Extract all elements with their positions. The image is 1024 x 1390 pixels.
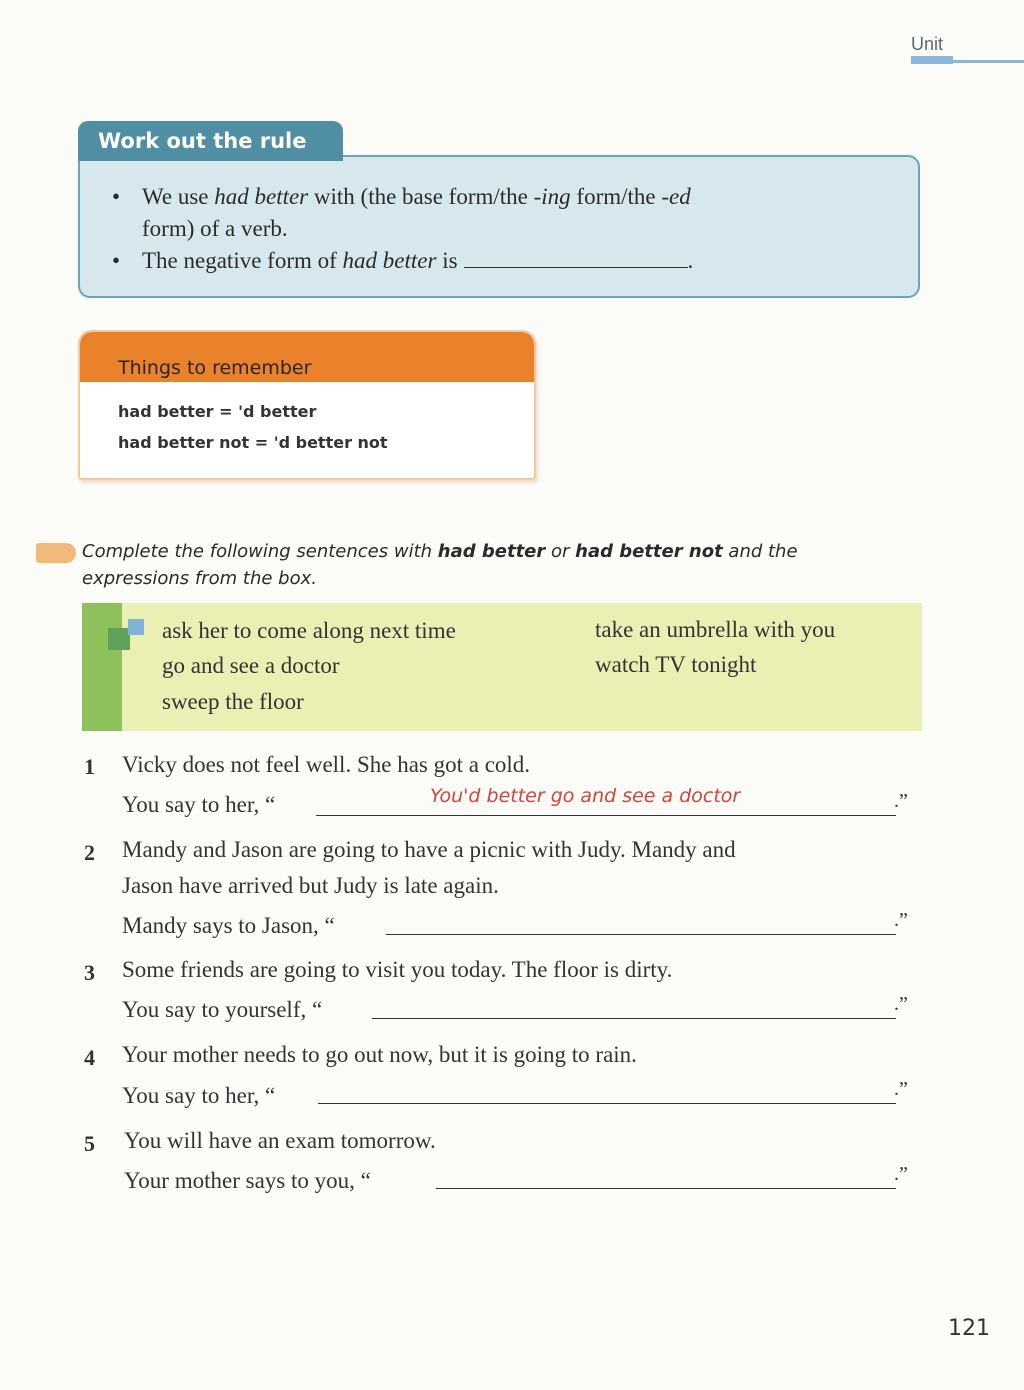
exercise-marker-icon	[36, 543, 76, 563]
expression-box-strip	[82, 603, 122, 731]
box-square-icon	[128, 619, 144, 635]
exercise-prompt: You say to yourself, “	[122, 997, 323, 1022]
exercise-text: Vicky does not feel well. She has got a cold.	[122, 752, 531, 777]
closing-quote: .”	[894, 1163, 908, 1185]
remember-title: Things to remember	[80, 332, 534, 382]
remember-box	[78, 330, 536, 480]
answer-blank[interactable]	[318, 1103, 896, 1104]
closing-quote: .”	[894, 993, 908, 1015]
exercise-prompt: You say to her, “	[122, 792, 276, 817]
rule-title: Work out the rule	[78, 121, 343, 161]
remember-line-2: had better not = 'd better not	[118, 433, 388, 452]
expression-item: go and see a doctor	[162, 653, 340, 678]
exercise-number: 4	[84, 1045, 95, 1070]
rule-bullet-2: • The negative form of had better is .	[110, 245, 918, 277]
exercise-text: Jason have arrived but Judy is late again.	[122, 873, 499, 898]
exercise-number: 2	[84, 840, 95, 865]
exercise-text: You will have an exam tomorrow.	[124, 1128, 436, 1153]
exercise-number: 3	[84, 960, 95, 985]
closing-quote: .”	[894, 790, 908, 812]
page-number: 121	[948, 1316, 990, 1341]
unit-bar	[911, 56, 953, 64]
remember-line-1: had better = 'd better	[118, 402, 317, 421]
expression-item: take an umbrella with you	[595, 617, 836, 642]
exercise-text: Mandy and Jason are going to have a picnic with Judy. Mandy and	[122, 837, 736, 862]
expression-item: sweep the floor	[162, 689, 304, 714]
expression-item: ask her to come along next time	[162, 618, 456, 643]
expression-item: watch TV tonight	[595, 652, 757, 677]
rule-box	[78, 155, 920, 298]
closing-quote: .”	[894, 909, 908, 931]
bullet-icon: •	[112, 184, 121, 209]
unit-label: Unit	[911, 34, 944, 54]
answer-blank[interactable]	[372, 1018, 896, 1019]
exercise-prompt: You say to her, “	[122, 1083, 276, 1108]
answer-blank[interactable]	[316, 815, 896, 816]
bullet-icon: •	[112, 248, 121, 273]
answer-text: You'd better go and see a doctor	[430, 785, 741, 807]
answer-blank[interactable]	[436, 1188, 896, 1189]
rule-answer-blank[interactable]	[464, 247, 688, 268]
exercise-prompt: Your mother says to you, “	[124, 1168, 371, 1193]
exercise-text: Some friends are going to visit you today. The floor is dirty.	[122, 957, 673, 982]
unit-line	[953, 60, 1024, 63]
exercise-number: 5	[84, 1131, 95, 1156]
closing-quote: .”	[894, 1078, 908, 1100]
instruction: Complete the following sentences with had better or had better not and the expressions from the box.	[82, 541, 798, 589]
answer-blank[interactable]	[386, 934, 896, 935]
box-square-icon	[108, 628, 130, 650]
exercise-text: Your mother needs to go out now, but it is going to rain.	[122, 1042, 637, 1067]
exercise-prompt: Mandy says to Jason, “	[122, 913, 335, 938]
rule-list	[80, 157, 918, 277]
rule-bullet-1: • We use had better with (the base form/the -ing form/the -ed form) of a verb.	[110, 181, 918, 245]
exercise-number: 1	[84, 754, 95, 779]
